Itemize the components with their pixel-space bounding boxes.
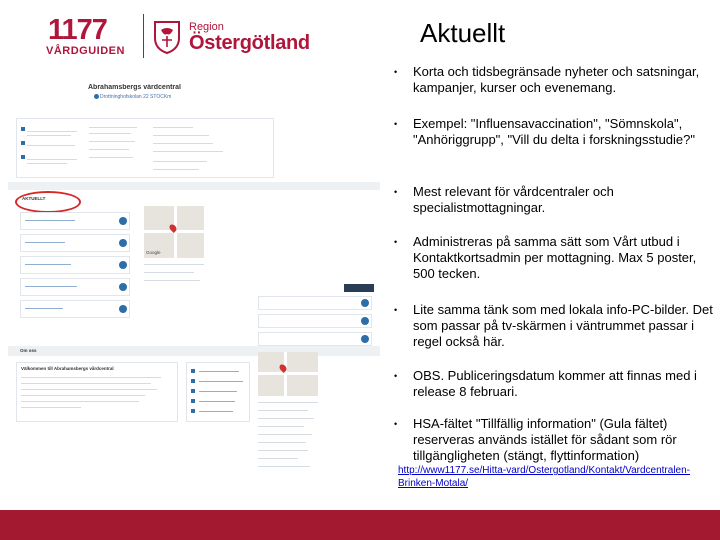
region-seal-icon xyxy=(152,20,182,54)
info-icon xyxy=(21,155,25,159)
logo-1177 xyxy=(38,14,138,60)
om-oss-label: Om oss xyxy=(20,348,37,353)
toggle-button[interactable] xyxy=(344,284,374,292)
aktuellt-item[interactable] xyxy=(20,300,130,318)
aktuellt-item[interactable] xyxy=(20,278,130,296)
bullet-item: • Lite samma tänk som med lokala info-PC-bilder. Det som passar på tv-skärmen i väntrummet passar i regel också här. xyxy=(394,302,713,349)
bullet-item: • Korta och tidsbegränsade nyheter och satsningar, kampanjer, kurser och evenemang. xyxy=(394,64,700,95)
bullet-item: • Mest relevant för vårdcentraler och specialistmottagningar. xyxy=(394,184,614,215)
vardcentral-link[interactable]: http://www1177.se/Hitta-vard/Ostergotland/Kontakt/Vardcentralen-Brinken-Motala/ xyxy=(398,465,690,489)
about-title: Välkommen till Abrahamsbergs vårdcentral xyxy=(21,366,114,371)
link-item[interactable] xyxy=(258,314,372,328)
aktuellt-highlight xyxy=(15,191,81,213)
logo-1177-number: 1177 xyxy=(48,14,107,46)
map-label: Google xyxy=(146,250,161,255)
map[interactable] xyxy=(144,206,204,258)
aktuellt-label: AKTUELLT xyxy=(22,196,46,201)
info-icon xyxy=(21,127,25,131)
aktuellt-item[interactable] xyxy=(20,256,130,274)
expand-icon[interactable] xyxy=(119,217,127,225)
location-pin-icon xyxy=(94,94,99,99)
screenshot-address: Drottninghofskolan 22 STOCKm xyxy=(100,94,172,100)
link-item[interactable] xyxy=(258,332,372,346)
bullet-item: • HSA-fältet "Tillfällig information" (Gula fältet) reserveras används istället för sådant som rör tillgängligheten (stängt, flyttinformation) xyxy=(394,416,677,463)
aktuellt-item[interactable] xyxy=(20,212,130,230)
logo-region-ostergotland xyxy=(152,14,310,62)
screenshot-heading: Abrahamsbergs vårdcentral xyxy=(88,84,181,91)
link-item[interactable] xyxy=(258,296,372,310)
map-small[interactable] xyxy=(258,352,318,396)
region-name: Östergötland xyxy=(189,32,310,54)
info-icon xyxy=(21,141,25,145)
bullet-item: • Administreras på samma sätt som Vårt utbud i Kontaktkortsadmin per mottagning. Max 5 poster, 500 tecken. xyxy=(394,234,697,281)
quick-links xyxy=(186,362,250,422)
about-panel xyxy=(16,362,178,422)
aktuellt-item[interactable] xyxy=(20,234,130,252)
slide-title: Aktuellt xyxy=(420,18,506,48)
bottom-bar xyxy=(0,510,720,540)
logo-divider xyxy=(143,14,144,58)
expand-icon[interactable] xyxy=(119,261,127,269)
bullet-item: • Exempel: "Influensavaccination", "Sömnskola", "Anhöriggrupp", "Vill du delta i forskningsstudie?" xyxy=(394,116,695,147)
expand-icon[interactable] xyxy=(119,283,127,291)
logo-1177-sub: VÅRDGUIDEN xyxy=(46,45,125,57)
expand-icon[interactable] xyxy=(119,239,127,247)
region-label: Region xyxy=(189,21,224,33)
contact-panel xyxy=(16,118,274,178)
bullet-item: • OBS. Publiceringsdatum kommer att finnas med i release 8 februari. xyxy=(394,368,697,399)
expand-icon[interactable] xyxy=(119,305,127,313)
website-screenshot xyxy=(8,84,380,476)
